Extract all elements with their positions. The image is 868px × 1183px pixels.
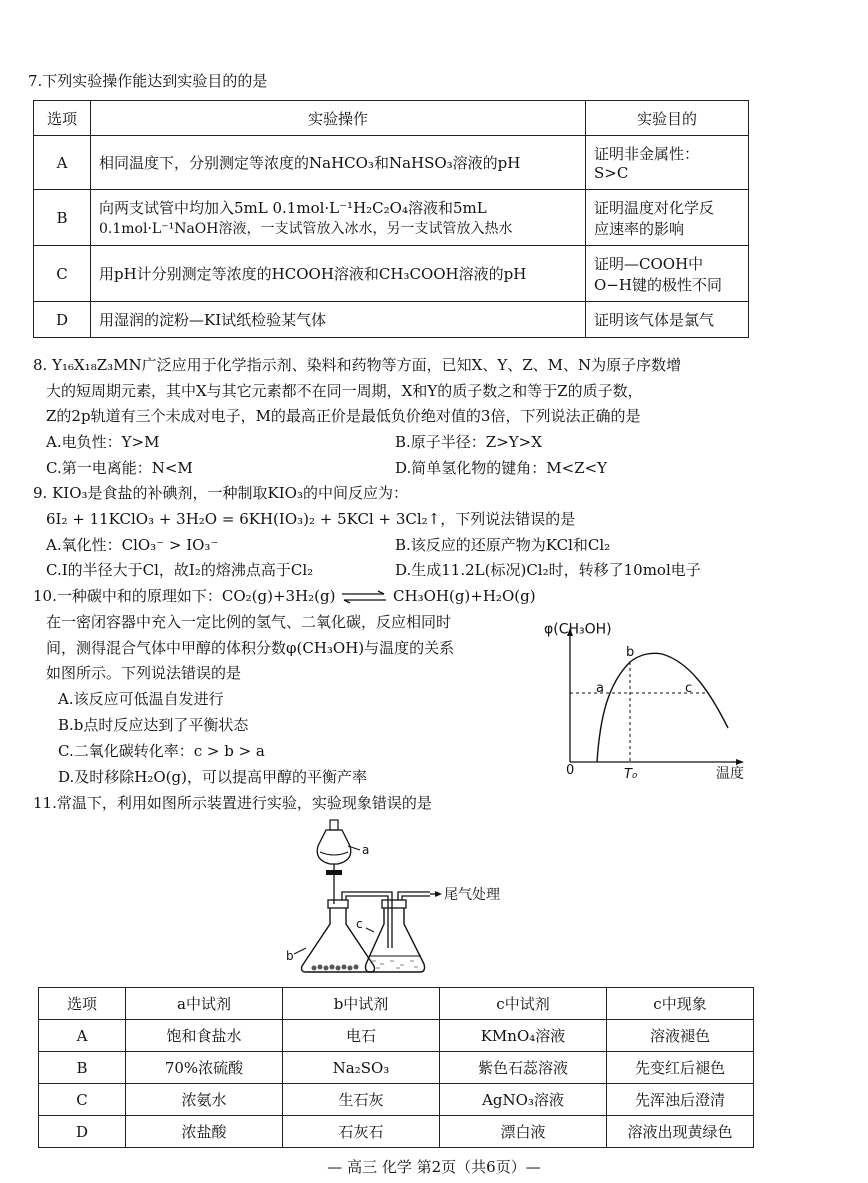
q7-row-option: D — [34, 302, 91, 338]
q7-row-operation: 用湿润的淀粉—KI试纸检验某气体 — [91, 302, 586, 338]
q9-option-d: D.生成11.2L(标况)Cl₂时，转移了10mol电子 — [395, 561, 701, 579]
q10-line2: 在一密闭容器中充入一定比例的氢气、二氧化碳，反应相同时 — [46, 613, 452, 631]
table-row — [34, 136, 749, 190]
q7-row-goal: 证明温度对化学反 应速率的影响 — [586, 190, 749, 246]
separatory-funnel — [317, 830, 351, 864]
q10-option-c: C.二氧化碳转化率：c > b > a — [58, 742, 265, 760]
label-c: c — [356, 917, 363, 931]
q10-line4: 如图所示。下列说法错误的是 — [46, 664, 242, 682]
point-b-label: b — [626, 645, 635, 660]
liquid-hatch — [372, 961, 418, 968]
q9-option-b: B.该反应的还原产物为KCl和Cl₂ — [395, 536, 611, 554]
curve — [597, 653, 728, 762]
q10-option-d: D.及时移除H₂O(g)，可以提高甲醇的平衡产率 — [58, 768, 367, 786]
q7-row-goal: 证明该气体是氯气 — [586, 302, 749, 338]
conical-flask-b — [302, 908, 375, 972]
conical-flask-c — [366, 908, 425, 972]
table-row: D 浓盐酸 石灰石 漂白液 溶液出现黄绿色 — [39, 1116, 754, 1148]
q8-option-b: B.原子半径：Z>Y>X — [395, 433, 542, 451]
q11-header-phenomenon: c中现象 — [607, 988, 754, 1020]
q10-line3: 间，测得混合气体中甲醇的体积分数φ(CH₃OH)与温度的关系 — [46, 639, 455, 657]
q7-header-goal: 实验目的 — [586, 101, 749, 136]
origin-label: 0 — [566, 763, 575, 778]
tail-gas-label: 尾气处理 — [444, 887, 500, 903]
q11-stem: 11.常温下，利用如图所示装置进行实验，实验现象错误的是 — [33, 794, 432, 812]
stopcock — [326, 870, 342, 875]
q7-stem: 7.下列实验操作能达到实验目的的是 — [28, 72, 268, 90]
q7-row-operation: 用pH计分别测定等浓度的HCOOH溶液和CH₃COOH溶液的pH — [91, 246, 586, 302]
q8-option-d: D.简单氢化物的键角：M<Z<Y — [395, 459, 608, 477]
table-row: C 浓氨水 生石灰 AgNO₃溶液 先浑浊后澄清 — [39, 1084, 754, 1116]
methanol-temperature-graph — [540, 622, 770, 782]
q11-header-a: a中试剂 — [126, 988, 283, 1020]
q7-header-option: 选项 — [34, 101, 91, 136]
q7-row-operation: 向两支试管中均加入5mL 0.1mol·L⁻¹H₂C₂O₄溶液和5mL 0.1mol·L⁻¹NaOH溶液，一支试管放入冰水，另一支试管放入热水 — [91, 190, 586, 246]
q10-line1: 10.一种碳中和的原理如下：CO₂(g)+3H₂(g) CH₃OH(g)+H₂O(g) — [33, 587, 536, 605]
table-row — [34, 302, 749, 338]
q11-header-c: c中试剂 — [440, 988, 607, 1020]
q9-line1: 9. KIO₃是食盐的补碘剂，一种制取KIO₃的中间反应为： — [33, 484, 408, 502]
tail-arrow-icon — [435, 891, 442, 897]
label-b: b — [286, 949, 294, 963]
q9-option-c: C.I的半径大于Cl，故I₂的熔沸点高于Cl₂ — [46, 561, 314, 579]
q11-header-option: 选项 — [39, 988, 126, 1020]
gas-apparatus-diagram — [280, 816, 520, 986]
point-c-label: c — [685, 681, 693, 696]
table-row — [34, 190, 749, 246]
table-row: A 饱和食盐水 电石 KMnO₄溶液 溶液褪色 — [39, 1020, 754, 1052]
q7-row-option: B — [34, 190, 91, 246]
label-a: a — [362, 843, 370, 857]
q7-row-operation: 相同温度下，分别测定等浓度的NaHCO₃和NaHSO₃溶液的pH — [91, 136, 586, 190]
q8-line2: 大的短周期元素，其中X与其它元素都不在同一周期，X和Y的质子数之和等于Z的质子数， — [46, 382, 643, 400]
q8-option-a: A.电负性：Y>M — [46, 433, 160, 451]
solid-particles — [312, 965, 359, 971]
q9-option-a: A.氧化性：ClO₃⁻ > IO₃⁻ — [46, 536, 219, 554]
t0-label: T₀ — [624, 767, 638, 782]
funnel-stopper — [330, 820, 338, 830]
q10-option-b: B.b点时反应达到了平衡状态 — [58, 716, 249, 734]
q7-table — [33, 100, 749, 338]
q11-header-b: b中试剂 — [283, 988, 440, 1020]
q7-row-option: C — [34, 246, 91, 302]
q7-row-option: A — [34, 136, 91, 190]
x-axis-label: 温度 — [716, 766, 744, 782]
q7-row-goal: 证明—COOH中 O−H键的极性不同 — [586, 246, 749, 302]
y-axis-label: φ(CH₃OH) — [544, 622, 612, 638]
table-row: B 70%浓硫酸 Na₂SO₃ 紫色石蕊溶液 先变红后褪色 — [39, 1052, 754, 1084]
page-footer: — 高三 化学 第2页（共6页）— — [327, 1158, 541, 1176]
x-axis-arrow-icon — [736, 759, 744, 765]
point-a-label: a — [596, 681, 604, 696]
equilibrium-arrow-icon — [340, 590, 388, 604]
q8-option-c: C.第一电离能：N<M — [46, 459, 193, 477]
q7-row-goal: 证明非金属性： S>C — [586, 136, 749, 190]
q8-line3: Z的2p轨道有三个未成对电子，M的最高正价是最低负价绝对值的3倍，下列说法正确的是 — [46, 407, 641, 425]
q11-table — [38, 987, 754, 1148]
q8-line1: 8. Y₁₆X₁₈Z₃MN广泛应用于化学指示剂、染料和药物等方面，已知X、Y、Z、M、N为原子序数增 — [33, 356, 682, 374]
q10-option-a: A.该反应可低温自发进行 — [58, 690, 224, 708]
q9-equation: 6I₂ + 11KClO₃ + 3H₂O = 6KH(IO₃)₂ + 5KCl + 3Cl₂↑，下列说法错误的是 — [46, 510, 576, 528]
q7-header-operation: 实验操作 — [91, 101, 586, 136]
table-row — [34, 246, 749, 302]
